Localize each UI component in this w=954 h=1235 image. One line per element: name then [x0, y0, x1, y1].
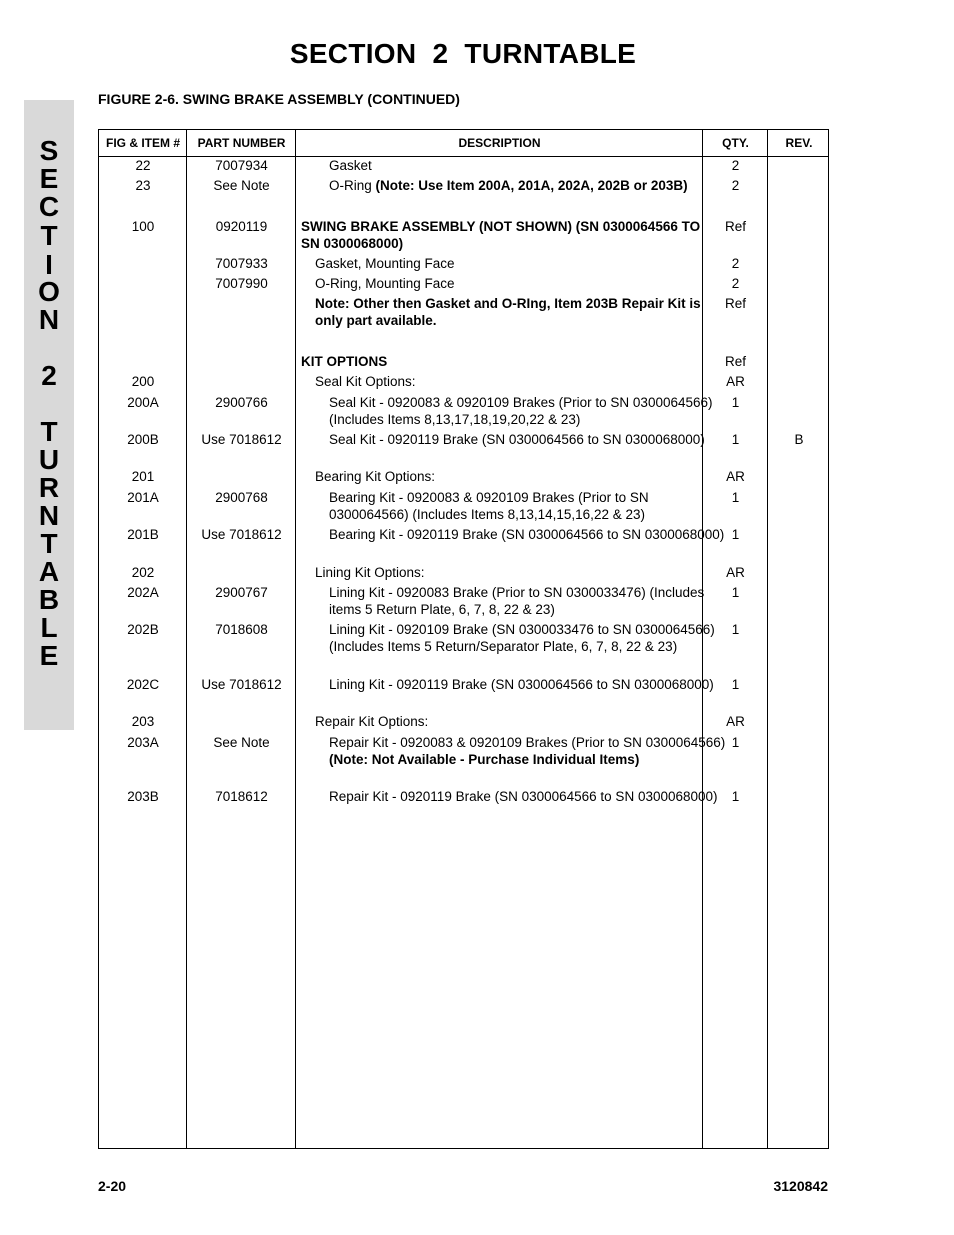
- description: [301, 734, 731, 768]
- side-tab-letter: E: [39, 163, 59, 194]
- part-number: 2900767: [215, 585, 268, 600]
- side-tab-letter: U: [38, 444, 60, 475]
- description-text: Repair Kit Options:: [315, 714, 429, 729]
- part-number: 7018608: [215, 622, 268, 637]
- part-number: 7007990: [215, 276, 268, 291]
- description: [301, 275, 717, 292]
- header-item: FIG & ITEM #: [105, 136, 180, 150]
- description-text: Lining Kit - 0920109 Brake (SN 0300033476 to SN 0300064566) (Includes Items 5 Return/Separator Plate, 6, 7, 8, 22 & 23): [329, 622, 715, 654]
- header-rev: REV.: [785, 136, 813, 150]
- side-tab-letter: C: [38, 191, 60, 222]
- quantity: 2: [731, 276, 740, 291]
- description-text: SWING BRAKE ASSEMBLY (NOT SHOWN) (SN 0300064566 TO SN 0300068000): [301, 219, 701, 251]
- quantity: 1: [731, 490, 740, 505]
- description-text: O-Ring, Mounting Face: [315, 276, 455, 291]
- section-title: SECTION 2 TURNTABLE: [289, 38, 637, 69]
- quantity: AR: [726, 565, 745, 580]
- item-number: 200: [131, 374, 155, 389]
- side-tab-letter: E: [39, 640, 59, 671]
- parts-table: [98, 129, 829, 1149]
- item-number: 203B: [127, 789, 159, 804]
- description: [301, 713, 717, 730]
- header-description: DESCRIPTION: [458, 136, 541, 150]
- item-number: 23: [135, 178, 151, 193]
- description-text: Bearing Kit Options:: [315, 469, 436, 484]
- side-tab-letter: O: [38, 276, 60, 307]
- description-text: Seal Kit - 0920119 Brake (SN 0300064566 to SN 0300068000): [329, 432, 705, 447]
- header-part-number: PART NUMBER: [197, 136, 286, 150]
- quantity: 1: [731, 677, 740, 692]
- description-text: Gasket: [329, 158, 372, 173]
- part-number: 2900766: [215, 395, 268, 410]
- quantity: AR: [726, 714, 745, 729]
- description: [301, 489, 731, 523]
- description-text: Lining Kit Options:: [315, 565, 425, 580]
- quantity: 2: [731, 178, 740, 193]
- item-number: 202A: [127, 585, 159, 600]
- item-number: 202C: [126, 677, 160, 692]
- quantity: 1: [731, 432, 740, 447]
- item-number: 201B: [127, 527, 159, 542]
- item-number: 200B: [127, 432, 159, 447]
- description-text: (Note: Not Available - Purchase Individual Items): [329, 752, 640, 767]
- item-number: 100: [131, 219, 155, 234]
- side-tab-letter: 2: [41, 360, 57, 391]
- description: [301, 621, 731, 655]
- description: [301, 584, 731, 618]
- quantity: 1: [731, 585, 740, 600]
- side-tab-letter: S: [39, 135, 59, 166]
- side-tab-letter: T: [40, 220, 58, 251]
- description: [301, 564, 717, 581]
- side-tab-letter: T: [40, 528, 58, 559]
- quantity: 1: [731, 527, 740, 542]
- description-text: Bearing Kit - 0920119 Brake (SN 0300064566 to SN 0300068000): [329, 527, 725, 542]
- description-text: (Note: Use Item 200A, 201A, 202A, 202B or 203B): [375, 178, 688, 193]
- quantity: Ref: [724, 296, 746, 311]
- quantity: Ref: [724, 219, 746, 234]
- side-tab-letter: A: [38, 556, 60, 587]
- description: [301, 353, 703, 370]
- quantity: 1: [731, 622, 740, 637]
- description: [301, 157, 731, 174]
- description: [301, 788, 731, 805]
- description-text: Lining Kit - 0920119 Brake (SN 0300064566 to SN 0300068000): [329, 677, 714, 692]
- quantity: AR: [726, 374, 745, 389]
- quantity: 1: [731, 735, 740, 750]
- description-text: Seal Kit Options:: [315, 374, 416, 389]
- description-text: Bearing Kit - 0920083 & 0920109 Brakes (Prior to SN 0300064566) (Includes Items 8,13,14,15,16,22 & 23): [329, 490, 649, 522]
- item-number: 202: [131, 565, 155, 580]
- description: [301, 255, 717, 272]
- part-number: 7007933: [215, 256, 268, 271]
- part-number: See Note: [213, 178, 270, 193]
- part-number: Use 7018612: [201, 527, 282, 542]
- description: [301, 468, 717, 485]
- description-text: Gasket, Mounting Face: [315, 256, 455, 271]
- document-number: 3120842: [773, 1178, 828, 1194]
- item-number: 201A: [127, 490, 159, 505]
- description-text: O-Ring: [329, 178, 376, 193]
- part-number: Use 7018612: [201, 432, 282, 447]
- side-tab-letter: L: [40, 612, 58, 643]
- part-number: Use 7018612: [201, 677, 282, 692]
- description-text: Note: Other then Gasket and O-RIng, Item 203B Repair Kit is only part available.: [315, 296, 701, 328]
- quantity: Ref: [724, 354, 746, 369]
- part-number: 7007934: [215, 158, 268, 173]
- section-side-tab: [24, 100, 74, 730]
- description: [301, 218, 703, 252]
- header-qty: QTY.: [722, 136, 749, 150]
- side-tab-letter: I: [45, 249, 53, 280]
- part-number: See Note: [213, 735, 270, 750]
- description-text: KIT OPTIONS: [301, 354, 388, 369]
- side-tab-letter: B: [38, 584, 60, 615]
- description: [301, 431, 731, 448]
- description-text: Repair Kit - 0920119 Brake (SN 0300064566 to SN 0300068000): [329, 789, 718, 804]
- side-tab-letter: T: [40, 416, 58, 447]
- item-number: 203A: [127, 735, 159, 750]
- description-text: Seal Kit - 0920083 & 0920109 Brakes (Prior to SN 0300064566) (Includes Items 8,13,17,18,19,20,22 & 23): [329, 395, 713, 427]
- description: [301, 295, 717, 329]
- item-number: 201: [131, 469, 155, 484]
- quantity: 1: [731, 395, 740, 410]
- description-text: Lining Kit - 0920083 Brake (Prior to SN 0300033476) (Includes items 5 Return Plate, 6, 7, 8, 22 & 23): [329, 585, 705, 617]
- item-number: 203: [131, 714, 155, 729]
- page-number: 2-20: [98, 1178, 127, 1194]
- description: [301, 676, 731, 693]
- part-number: 7018612: [215, 789, 268, 804]
- description: [301, 526, 731, 543]
- quantity: 2: [731, 158, 740, 173]
- description: [301, 177, 731, 194]
- figure-title: FIGURE 2-6. SWING BRAKE ASSEMBLY (CONTINUED): [98, 91, 460, 107]
- quantity: 1: [731, 789, 740, 804]
- description-text: Repair Kit - 0920083 & 0920109 Brakes (Prior to SN 0300064566): [329, 735, 726, 750]
- part-number: 2900768: [215, 490, 268, 505]
- side-tab-letter: R: [38, 472, 60, 503]
- item-number: 200A: [127, 395, 159, 410]
- item-number: 202B: [127, 622, 159, 637]
- quantity: AR: [726, 469, 745, 484]
- part-number: 0920119: [215, 219, 268, 234]
- side-tab-letter: N: [38, 304, 60, 335]
- quantity: 2: [731, 256, 740, 271]
- description: [301, 373, 717, 390]
- description: [301, 394, 731, 428]
- item-number: 22: [135, 158, 151, 173]
- side-tab-letter: N: [38, 500, 60, 531]
- revision: B: [794, 432, 804, 447]
